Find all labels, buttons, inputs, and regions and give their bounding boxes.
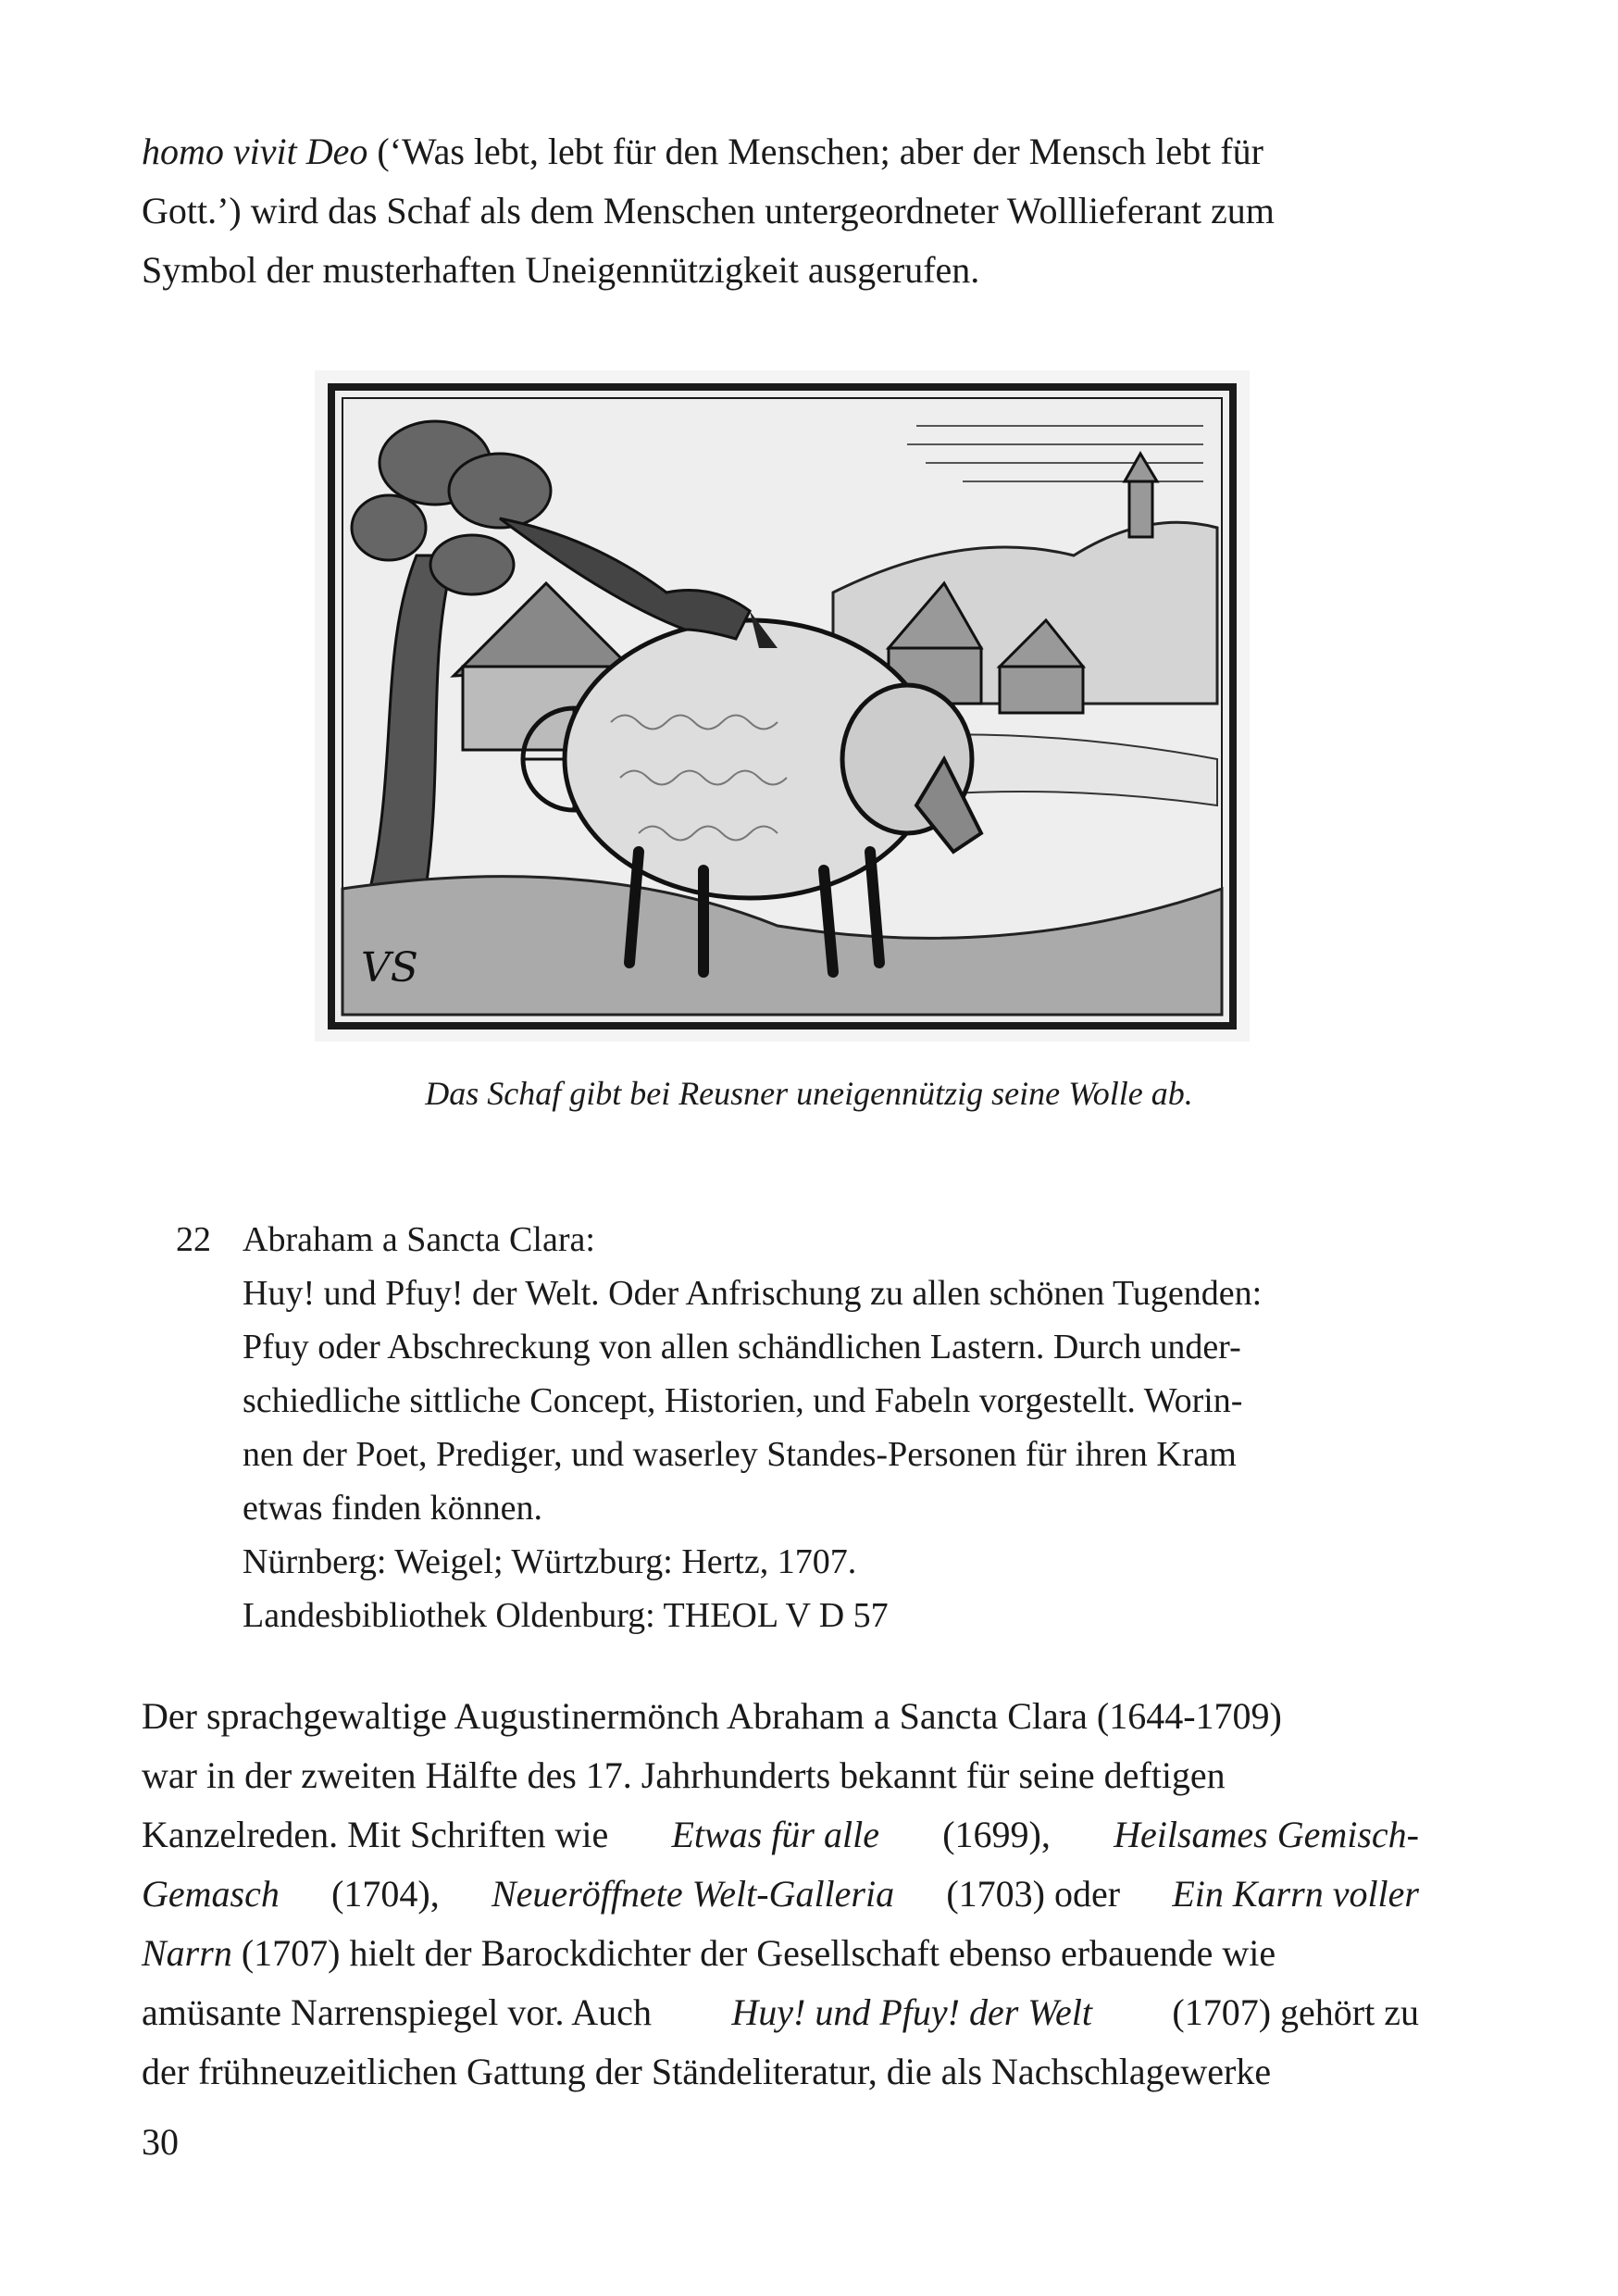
text-span: (1707) gehört zu bbox=[1172, 1991, 1419, 2033]
book-title: Gemasch bbox=[142, 1873, 280, 1915]
text-line: Der sprachgewaltige Augustinermönch Abraham a Sancta Clara (1644-1709) bbox=[142, 1695, 1282, 1737]
woodcut-illustration bbox=[315, 370, 1250, 1042]
footnote-title-line: nen der Poet, Prediger, und waserley Standes-Personen für ihren Kram bbox=[243, 1435, 1237, 1474]
figure-caption: Das Schaf gibt bei Reusner uneigennützig seine Wolle ab. bbox=[425, 1075, 1193, 1112]
book-title: Narrn bbox=[142, 1932, 232, 1974]
footnote-title-line: Huy! und Pfuy! der Welt. Oder Anfrischung zu allen schönen Tugenden: bbox=[243, 1274, 1263, 1313]
text-line bbox=[142, 1872, 1419, 1915]
text-line bbox=[142, 1931, 1419, 1975]
footnote-title-line: schiedliche sittliche Concept, Historien, und Fabeln vorgestellt. Worin- bbox=[243, 1381, 1243, 1420]
footnote-title-line: etwas finden können. bbox=[243, 1489, 542, 1528]
page-number: 30 bbox=[142, 2121, 179, 2163]
latin-quote: homo vivit Deo bbox=[142, 131, 368, 172]
footnote-author: Abraham a Sancta Clara: bbox=[243, 1220, 595, 1259]
book-title: Heilsames Gemisch- bbox=[1114, 1814, 1419, 1855]
book-title: Neueröffnete Welt-Galleria bbox=[492, 1873, 895, 1915]
text-line bbox=[142, 130, 1419, 173]
text-span: (1703) oder bbox=[946, 1873, 1121, 1915]
text-span: (1707) hielt der Barockdichter der Gesellschaft ebenso erbauende wie bbox=[241, 1932, 1276, 1974]
footnote-title-line: Pfuy oder Abschreckung von allen schändlichen Lastern. Durch under- bbox=[243, 1328, 1241, 1366]
text-line: war in der zweiten Hälfte des 17. Jahrhunderts bekannt für seine deftigen bbox=[142, 1754, 1226, 1796]
book-title: Ein Karrn voller bbox=[1172, 1873, 1419, 1915]
footnote-library: Landesbibliothek Oldenburg: THEOL V D 57 bbox=[243, 1596, 889, 1635]
footnote-number: 22 bbox=[176, 1220, 211, 1259]
text-span: (1699), bbox=[942, 1814, 1051, 1855]
monogram: VS bbox=[361, 944, 418, 992]
text-line: Symbol der musterhaften Uneigennützigkeit ausgerufen. bbox=[142, 249, 980, 291]
book-title: Etwas für alle bbox=[671, 1814, 879, 1855]
book-title: Huy! und Pfuy! der Welt bbox=[731, 1991, 1092, 2033]
text-span: amüsante Narrenspiegel vor. Auch bbox=[142, 1991, 652, 2033]
text-line: der frühneuzeitlichen Gattung der Ständeliteratur, die als Nachschlagewerke bbox=[142, 2051, 1272, 2092]
footnote-imprint: Nürnberg: Weigel; Würtzburg: Hertz, 1707. bbox=[243, 1542, 857, 1581]
text-span: Kanzelreden. Mit Schriften wie bbox=[142, 1814, 609, 1855]
text-line bbox=[142, 1813, 1419, 1856]
text-line: Gott.’) wird das Schaf als dem Menschen untergeordneter Wolllieferant zum bbox=[142, 190, 1275, 231]
text-span: (‘Was lebt, lebt für den Menschen; aber der Mensch lebt für bbox=[377, 131, 1263, 172]
text-span: (1704), bbox=[331, 1873, 440, 1915]
text-line bbox=[142, 1990, 1419, 2034]
